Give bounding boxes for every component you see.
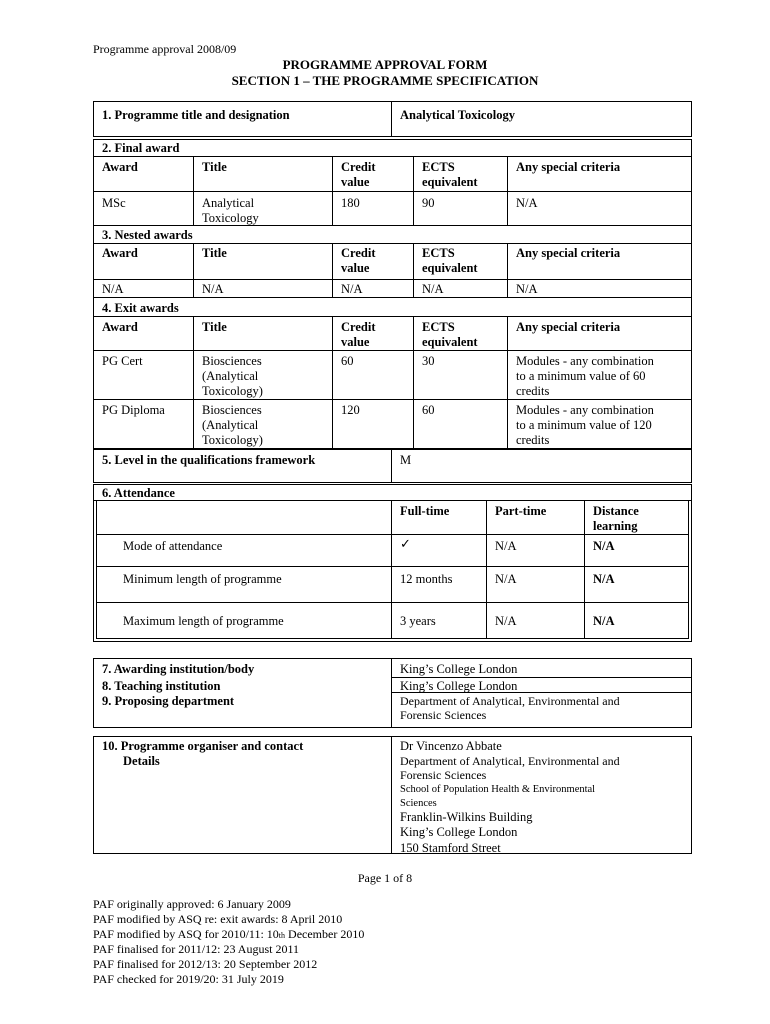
col-award-3: Award — [102, 246, 138, 260]
footer-line-3: PAF modified by ASQ for 2010/11: 10th December 2010 — [93, 927, 365, 941]
form-title: PROGRAMME APPROVAL FORM — [282, 57, 488, 72]
max-length-distance: N/A — [593, 614, 615, 628]
mode-distance: N/A — [593, 539, 615, 553]
exit-awards-label: 4. Exit awards — [102, 301, 179, 315]
col-credit-4: Credit value — [341, 320, 376, 349]
footer-line-6: PAF checked for 2019/20: 31 July 2019 — [93, 972, 284, 986]
footer-line-5: PAF finalised for 2012/13: 20 September 2012 — [93, 957, 318, 971]
col-ects-3: ECTS equivalent — [422, 246, 478, 275]
col-criteria-4: Any special criteria — [516, 320, 621, 334]
nested-award-value: N/A — [102, 282, 124, 296]
exit-award-pgdip-title: Biosciences (Analytical Toxicology) — [202, 403, 263, 447]
final-award-title: Analytical Toxicology — [202, 196, 259, 225]
max-length-label: Maximum length of programme — [123, 614, 284, 628]
max-length-part: N/A — [495, 614, 517, 628]
col-title-3: Title — [202, 246, 227, 260]
organiser-building: Franklin-Wilkins Building — [400, 810, 533, 824]
organiser-school: School of Population Health & Environmental Sciences — [400, 784, 596, 809]
mode-full-check: ✓ — [400, 537, 411, 552]
nested-awards-label: 3. Nested awards — [102, 228, 193, 242]
min-length-part: N/A — [495, 572, 517, 586]
organiser-name: Dr Vincenzo Abbate — [400, 739, 502, 753]
col-ects-4: ECTS equivalent — [422, 320, 478, 349]
col-ects: ECTS equivalent — [422, 160, 478, 189]
exit-award-pgdip-criteria: Modules - any combination to a minimum value of 120 credits — [516, 403, 654, 447]
programme-title-value: Analytical Toxicology — [400, 108, 515, 122]
organiser-street: 150 Stamford Street — [400, 841, 501, 855]
col-criteria-3: Any special criteria — [516, 246, 621, 260]
exit-award-pgcert-criteria: Modules - any combination to a minimum value of 60 credits — [516, 354, 654, 398]
nested-award-ects: N/A — [422, 282, 444, 296]
min-length-distance: N/A — [593, 572, 615, 586]
organiser-dept: Department of Analytical, Environmental and Forensic Sciences — [400, 754, 620, 782]
min-length-full: 12 months — [400, 572, 453, 586]
mode-part: N/A — [495, 539, 517, 553]
organiser-college: King’s College London — [400, 825, 518, 839]
max-length-full: 3 years — [400, 614, 436, 628]
final-award-value: MSc — [102, 196, 126, 210]
organiser-label: 10. Programme organiser and contact Details — [102, 739, 304, 768]
nested-award-title: N/A — [202, 282, 224, 296]
col-title-4: Title — [202, 320, 227, 334]
awarding-institution-label: 7. Awarding institution/body — [102, 662, 255, 676]
exit-award-pgdip: PG Diploma — [102, 403, 165, 417]
programme-title-label: 1. Programme title and designation — [102, 108, 290, 122]
nested-award-criteria: N/A — [516, 282, 538, 296]
col-award-4: Award — [102, 320, 138, 334]
col-credit: Credit value — [341, 160, 376, 189]
final-award-criteria: N/A — [516, 196, 538, 210]
awarding-institution-value: King’s College London — [400, 662, 518, 676]
nested-award-credit: N/A — [341, 282, 363, 296]
col-title: Title — [202, 160, 227, 174]
proposing-department-value: Department of Analytical, Environmental and Forensic Sciences — [400, 694, 620, 722]
footer-line-1: PAF originally approved: 6 January 2009 — [93, 897, 291, 911]
footer-line-2: PAF modified by ASQ re: exit awards: 8 April 2010 — [93, 912, 343, 926]
proposing-department-label: 9. Proposing department — [102, 694, 235, 708]
col-part-time: Part-time — [495, 504, 547, 518]
final-award-label: 2. Final award — [102, 141, 180, 155]
page-number: Page 1 of 8 — [357, 871, 413, 885]
col-full-time: Full-time — [400, 504, 450, 518]
attendance-label: 6. Attendance — [102, 486, 175, 500]
col-award: Award — [102, 160, 138, 174]
exit-award-pgdip-credit: 120 — [341, 403, 360, 417]
final-award-credit: 180 — [341, 196, 360, 210]
teaching-institution-value: King’s College London — [400, 679, 518, 693]
exit-award-pgcert-title: Biosciences (Analytical Toxicology) — [202, 354, 263, 398]
running-head: Programme approval 2008/09 — [93, 42, 237, 56]
footer-line-4: PAF finalised for 2011/12: 23 August 2011 — [93, 942, 300, 956]
min-length-label: Minimum length of programme — [123, 572, 282, 586]
exit-award-pgcert-credit: 60 — [341, 354, 354, 368]
col-criteria: Any special criteria — [516, 160, 621, 174]
exit-award-pgcert-ects: 30 — [422, 354, 435, 368]
exit-award-pgcert: PG Cert — [102, 354, 143, 368]
section-title: SECTION 1 – THE PROGRAMME SPECIFICATION — [231, 73, 539, 88]
level-label: 5. Level in the qualifications framework — [102, 453, 316, 467]
col-credit-3: Credit value — [341, 246, 376, 275]
final-award-ects: 90 — [422, 196, 435, 210]
level-value: M — [400, 453, 412, 467]
mode-of-attendance-label: Mode of attendance — [123, 539, 223, 553]
col-distance: Distance learning — [593, 504, 639, 533]
exit-award-pgdip-ects: 60 — [422, 403, 435, 417]
teaching-institution-label: 8. Teaching institution — [102, 679, 221, 693]
